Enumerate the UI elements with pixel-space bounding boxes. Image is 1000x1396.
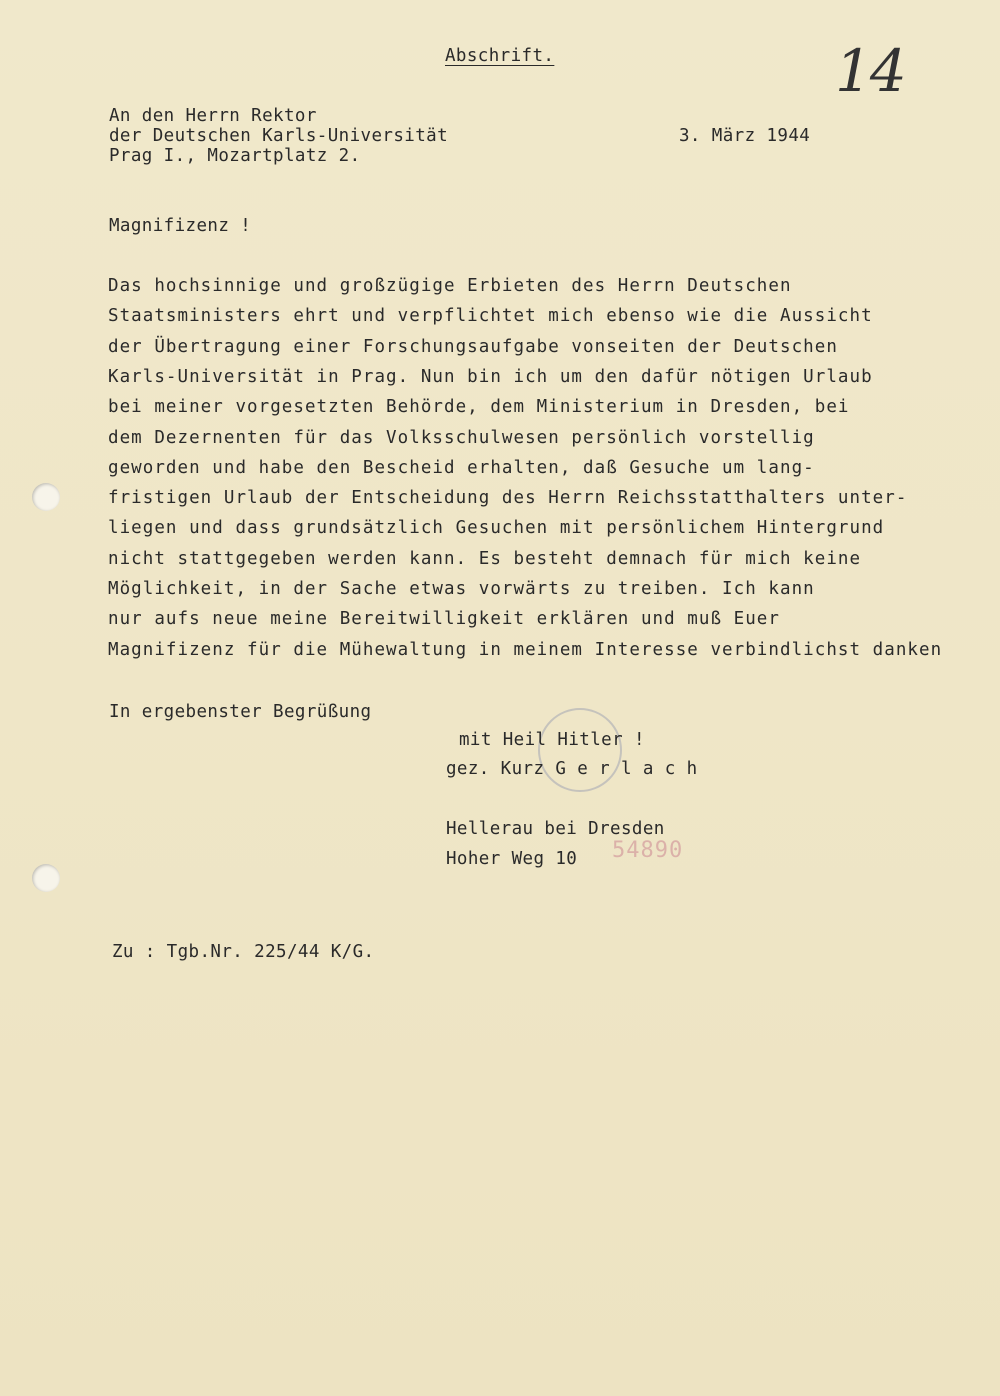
- reference-line: Zu : Tgb.Nr. 225/44 K/G.: [112, 942, 375, 962]
- stamp-number: 54890: [612, 838, 684, 863]
- body-line: Karls-Universität in Prag. Nun bin ich um den dafür nötigen Urlaub: [108, 367, 873, 387]
- sender-address-line-2: Hoher Weg 10: [446, 849, 578, 869]
- body-line: Magnifizenz für die Mühewaltung in meinem Interesse verbindlichst danken: [108, 640, 943, 660]
- letter-date: 3. März 1944: [679, 126, 811, 146]
- punch-hole-top: [32, 483, 60, 511]
- recipient-line-1: An den Herrn Rektor: [109, 106, 317, 126]
- body-line: nur aufs neue meine Bereitwilligkeit erklären und muß Euer: [108, 609, 780, 629]
- salutation: Magnifizenz !: [109, 216, 252, 236]
- signature-name: gez. Kurz G e r l a c h: [446, 759, 698, 779]
- signature-greeting: mit Heil Hitler !: [459, 730, 645, 750]
- body-line: fristigen Urlaub der Entscheidung des Herrn Reichsstatthalters unter-: [108, 488, 908, 508]
- punch-hole-bottom: [32, 864, 60, 892]
- body-line: dem Dezernenten für das Volksschulwesen persönlich vorstellig: [108, 428, 815, 448]
- body-line: nicht stattgegeben werden kann. Es besteht demnach für mich keine: [108, 549, 862, 569]
- recipient-line-3: Prag I., Mozartplatz 2.: [109, 146, 361, 166]
- closing: In ergebenster Begrüßung: [109, 702, 372, 722]
- document-title: Abschrift.: [445, 46, 555, 66]
- body-line: Staatsministers ehrt und verpflichtet mich ebenso wie die Aussicht: [108, 306, 873, 326]
- folio-number: 14: [835, 37, 905, 105]
- faint-seal: [538, 708, 622, 792]
- recipient-line-2: der Deutschen Karls-Universität: [109, 126, 449, 146]
- body-line: liegen und dass grundsätzlich Gesuchen mit persönlichem Hintergrund: [108, 518, 885, 538]
- body-line: der Übertragung einer Forschungsaufgabe vonseiten der Deutschen: [108, 337, 838, 357]
- sender-address-line-1: Hellerau bei Dresden: [446, 819, 665, 839]
- body-line: bei meiner vorgesetzten Behörde, dem Ministerium in Dresden, bei: [108, 397, 850, 417]
- body-line: Das hochsinnige und großzügige Erbieten des Herrn Deutschen: [108, 276, 792, 296]
- body-line: Möglichkeit, in der Sache etwas vorwärts zu treiben. Ich kann: [108, 579, 815, 599]
- body-line: geworden und habe den Bescheid erhalten, daß Gesuche um lang-: [108, 458, 815, 478]
